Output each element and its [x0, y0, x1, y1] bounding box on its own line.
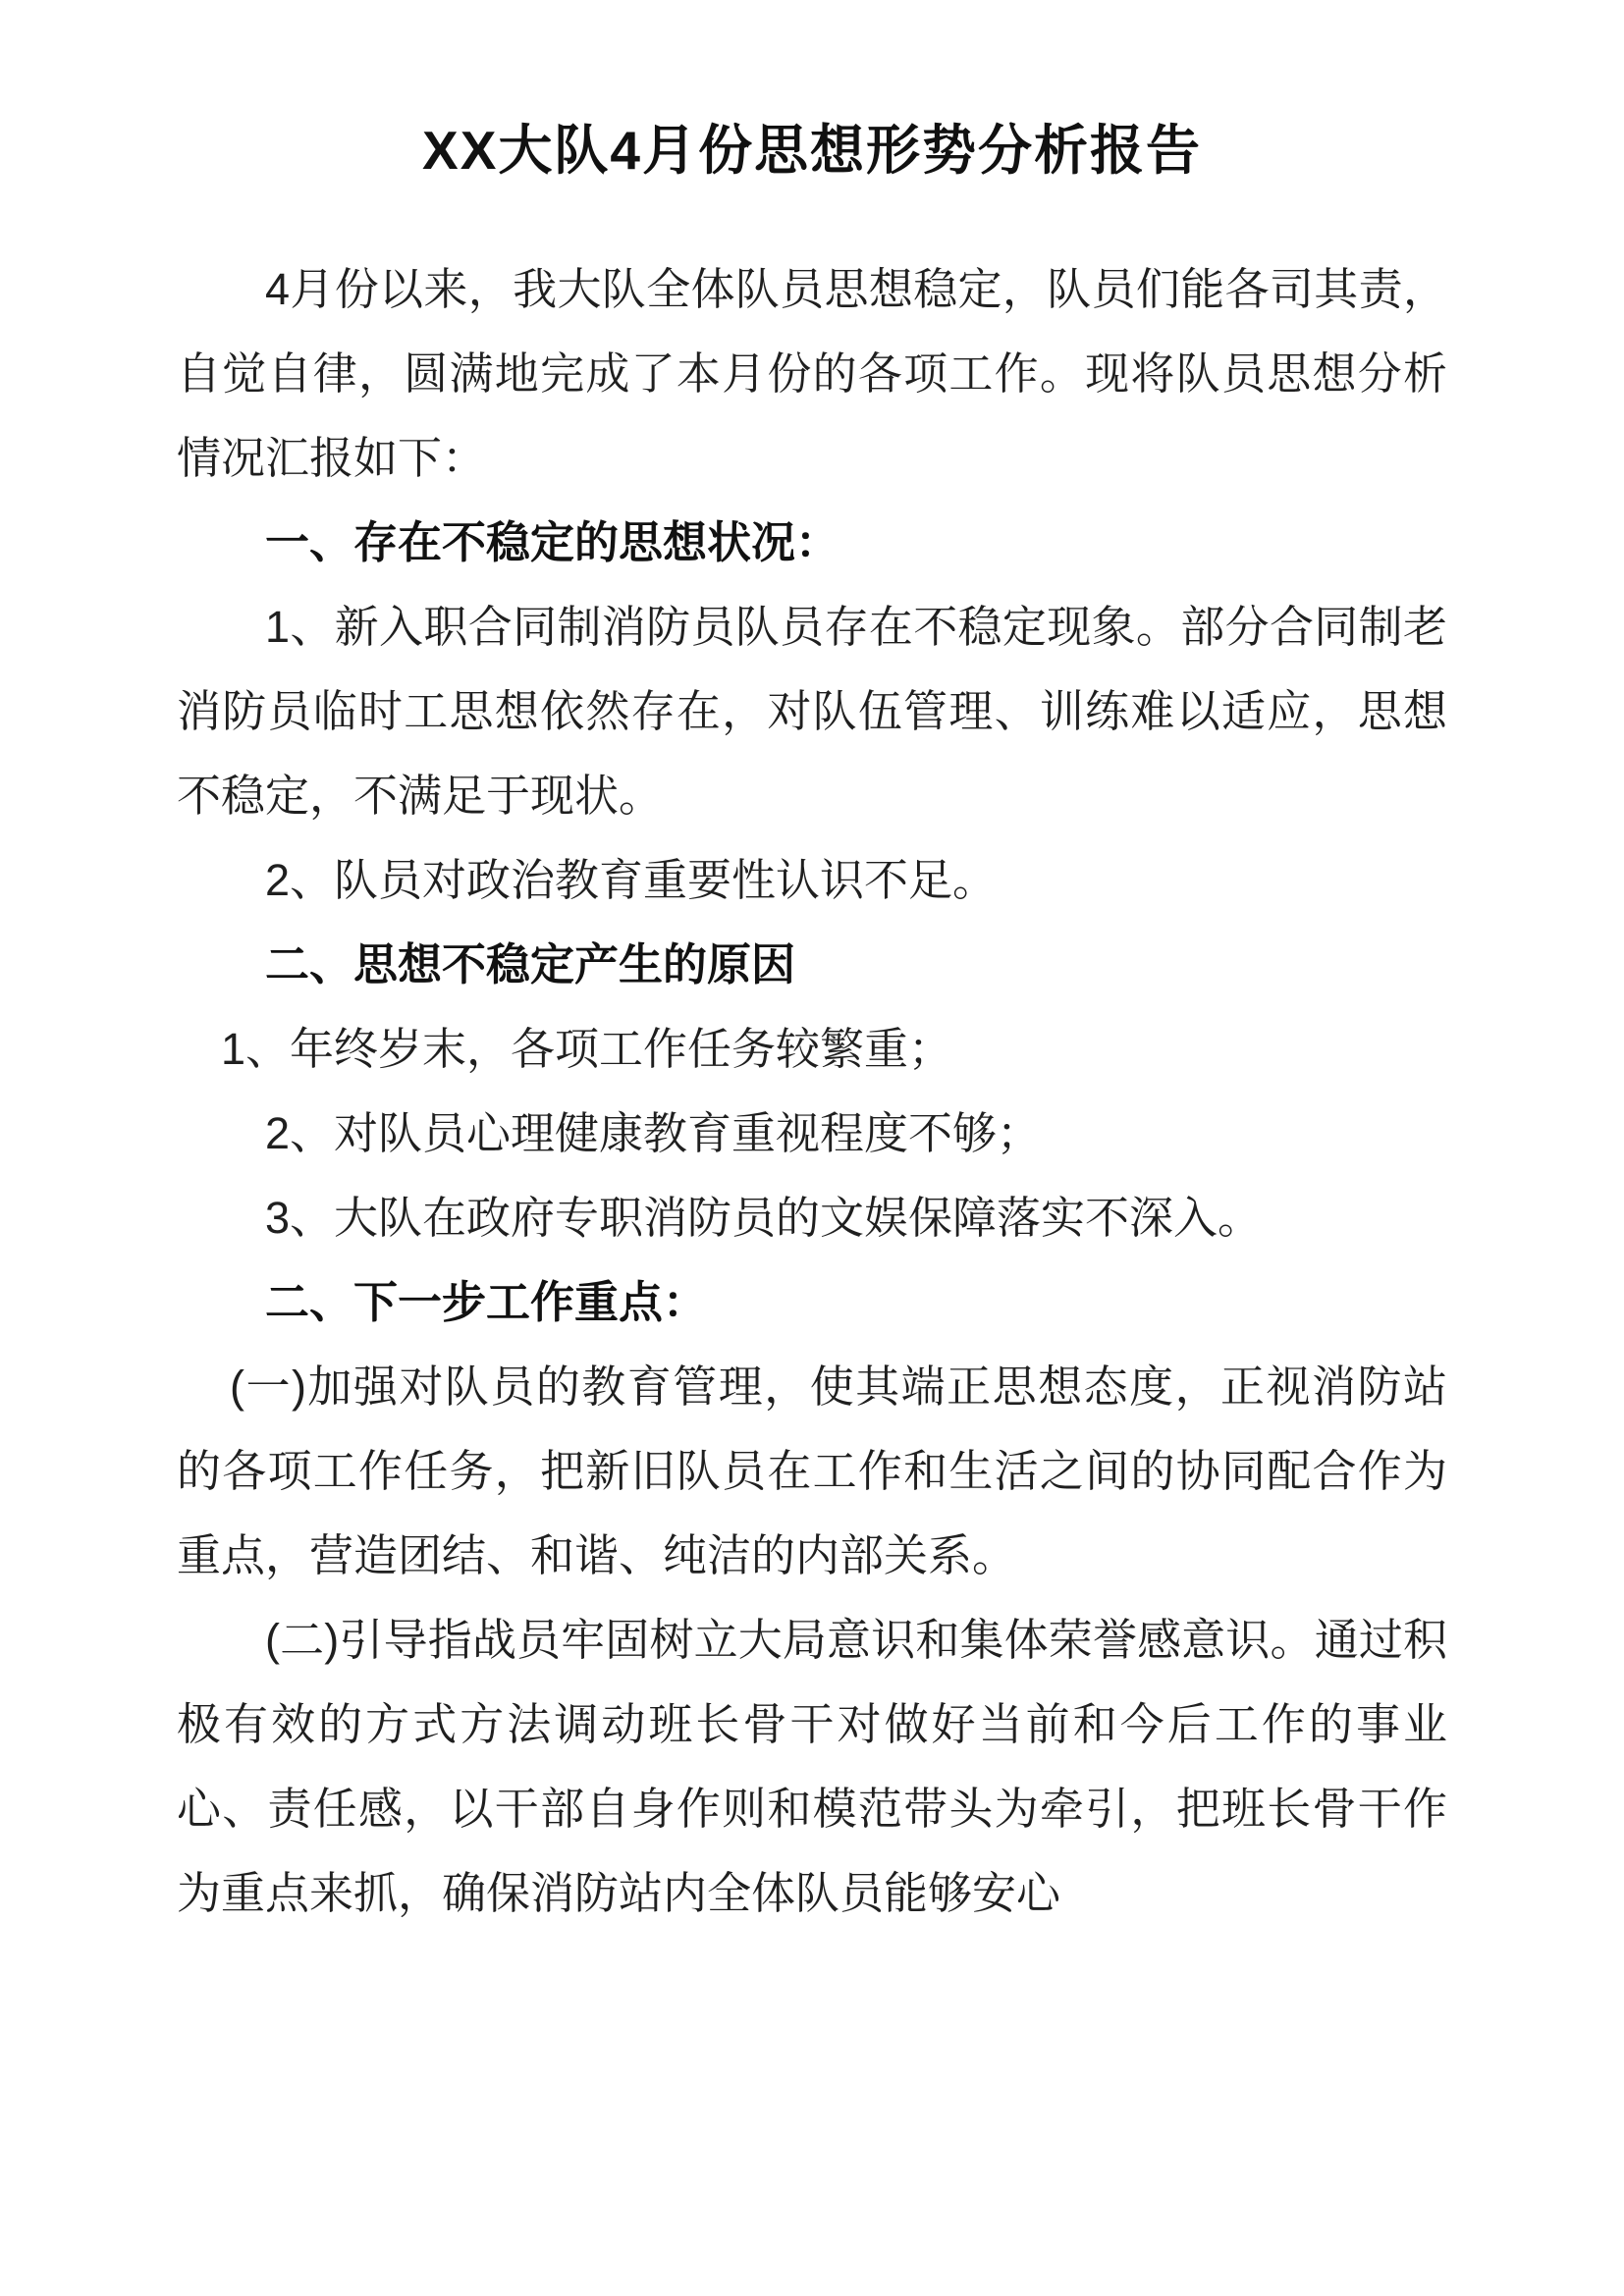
heading-section-2: 二、思想不稳定产生的原因 — [265, 938, 796, 989]
paragraph-section1-item2: 2、队员对政治教育重要性认识不足。 — [265, 854, 998, 905]
paragraph-section3-item1: (一)加强对队员的教育管理，使其端正思想态度，正视消防站的各项工作任务，把新旧队员在工作和生活之间的协同配合作为重点，营造团结、和谐、纯洁的内部关系。 — [177, 1361, 1447, 1580]
paragraph-section2-item1: 1、年终岁末，各项工作任务较繁重； — [221, 1023, 953, 1074]
paragraph-section2-item3: 3、大队在政府专职消防员的文娱保障落实不深入。 — [265, 1192, 1263, 1243]
heading-section-1: 一、存在不稳定的思想状况： — [265, 516, 840, 567]
paragraph-section2-item2: 2、对队员心理健康教育重视程度不够； — [265, 1107, 1042, 1158]
paragraph-intro: 4月份以来，我大队全体队员思想稳定，队员们能各司其责，自觉自律，圆满地完成了本月份的各项工作。现将队员思想分析情况汇报如下： — [177, 263, 1447, 483]
document-title: XX大队4月份思想形势分析报告 — [422, 120, 1202, 181]
paragraph-section3-item2: (二)引导指战员牢固树立大局意识和集体荣誉感意识。通过积极有效的方式方法调动班长骨干对做好当前和今后工作的事业心、责任感，以干部自身作则和模范带头为牵引，把班长骨干作为重点来抓，确保消防站内全体队员能够安心 — [177, 1614, 1447, 1918]
document-body — [177, 247, 1447, 1936]
paragraph-section1-item1: 1、新入职合同制消防员队员存在不稳定现象。部分合同制老消防员临时工思想依然存在，对队伍管理、训练难以适应，思想不稳定，不满足于现状。 — [177, 601, 1447, 821]
heading-section-3: 二、下一步工作重点： — [265, 1276, 708, 1327]
